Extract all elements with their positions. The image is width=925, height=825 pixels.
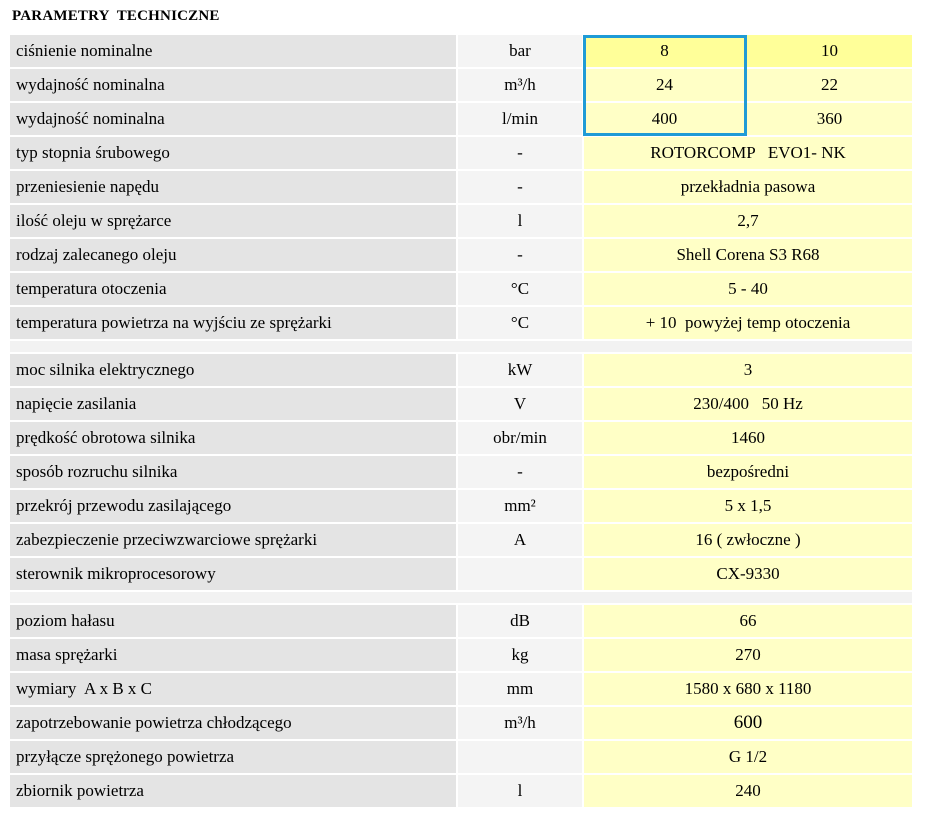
param-unit: - bbox=[458, 239, 584, 273]
param-name: typ stopnia śrubowego bbox=[10, 137, 458, 171]
param-name: wydajność nominalna bbox=[10, 69, 458, 103]
param-value[interactable]: 270 bbox=[584, 639, 914, 673]
param-name: sposób rozruchu silnika bbox=[10, 456, 458, 490]
param-name: zabezpieczenie przeciwzwarciowe sprężarki bbox=[10, 524, 458, 558]
param-value-1[interactable]: 24 bbox=[584, 69, 747, 103]
param-value[interactable]: 66 bbox=[584, 605, 914, 639]
param-value-1[interactable]: 400 bbox=[584, 103, 747, 137]
param-name: przeniesienie napędu bbox=[10, 171, 458, 205]
param-unit: l bbox=[458, 205, 584, 239]
table-row bbox=[10, 273, 914, 307]
param-unit: l bbox=[458, 775, 584, 809]
param-value[interactable]: bezpośredni bbox=[584, 456, 914, 490]
param-unit: mm bbox=[458, 673, 584, 707]
param-value[interactable]: 1460 bbox=[584, 422, 914, 456]
param-name: temperatura otoczenia bbox=[10, 273, 458, 307]
param-value[interactable]: 3 bbox=[584, 354, 914, 388]
table-row bbox=[10, 605, 914, 639]
table-row bbox=[10, 639, 914, 673]
table-row bbox=[10, 171, 914, 205]
param-unit bbox=[458, 741, 584, 775]
param-name: zbiornik powietrza bbox=[10, 775, 458, 809]
param-value[interactable]: 16 ( zwłoczne ) bbox=[584, 524, 914, 558]
param-value-2[interactable]: 360 bbox=[747, 103, 914, 137]
param-name: przyłącze sprężonego powietrza bbox=[10, 741, 458, 775]
param-value[interactable]: 600 bbox=[584, 707, 914, 741]
param-value[interactable]: 1580 x 680 x 1180 bbox=[584, 673, 914, 707]
param-unit: bar bbox=[458, 35, 584, 69]
param-unit: kW bbox=[458, 354, 584, 388]
param-name: sterownik mikroprocesorowy bbox=[10, 558, 458, 592]
param-unit: kg bbox=[458, 639, 584, 673]
param-name: temperatura powietrza na wyjściu ze sprężarki bbox=[10, 307, 458, 341]
table-row bbox=[10, 388, 914, 422]
param-name: zapotrzebowanie powietrza chłodzącego bbox=[10, 707, 458, 741]
table-row bbox=[10, 673, 914, 707]
section-divider bbox=[10, 592, 914, 605]
table-row bbox=[10, 558, 914, 592]
param-name: napięcie zasilania bbox=[10, 388, 458, 422]
param-value[interactable]: CX-9330 bbox=[584, 558, 914, 592]
param-value[interactable]: przekładnia pasowa bbox=[584, 171, 914, 205]
param-unit: m³/h bbox=[458, 69, 584, 103]
param-unit: - bbox=[458, 171, 584, 205]
tech-params-table bbox=[10, 35, 914, 809]
table-row bbox=[10, 741, 914, 775]
table-row bbox=[10, 35, 914, 69]
table-row bbox=[10, 707, 914, 741]
param-unit: - bbox=[458, 137, 584, 171]
param-value-1[interactable]: 8 bbox=[584, 35, 747, 69]
table-row bbox=[10, 775, 914, 809]
param-unit: V bbox=[458, 388, 584, 422]
param-value-2[interactable]: 10 bbox=[747, 35, 914, 69]
table-row bbox=[10, 69, 914, 103]
param-name: poziom hałasu bbox=[10, 605, 458, 639]
param-unit: obr/min bbox=[458, 422, 584, 456]
param-name: wydajność nominalna bbox=[10, 103, 458, 137]
section-divider bbox=[10, 341, 914, 354]
table-row bbox=[10, 422, 914, 456]
param-name: masa sprężarki bbox=[10, 639, 458, 673]
param-name: rodzaj zalecanego oleju bbox=[10, 239, 458, 273]
param-value[interactable]: 230/400 50 Hz bbox=[584, 388, 914, 422]
param-unit: l/min bbox=[458, 103, 584, 137]
table-row bbox=[10, 524, 914, 558]
param-value[interactable]: 5 - 40 bbox=[584, 273, 914, 307]
param-name: ilość oleju w sprężarce bbox=[10, 205, 458, 239]
table-row bbox=[10, 307, 914, 341]
param-unit: dB bbox=[458, 605, 584, 639]
param-unit: A bbox=[458, 524, 584, 558]
table-row bbox=[10, 137, 914, 171]
table-row bbox=[10, 205, 914, 239]
param-value[interactable]: + 10 powyżej temp otoczenia bbox=[584, 307, 914, 341]
param-name: ciśnienie nominalne bbox=[10, 35, 458, 69]
param-unit: °C bbox=[458, 307, 584, 341]
table-row bbox=[10, 103, 914, 137]
param-unit: m³/h bbox=[458, 707, 584, 741]
param-value[interactable]: Shell Corena S3 R68 bbox=[584, 239, 914, 273]
table-row bbox=[10, 354, 914, 388]
param-value[interactable]: 5 x 1,5 bbox=[584, 490, 914, 524]
param-name: wymiary A x B x C bbox=[10, 673, 458, 707]
param-value[interactable]: 240 bbox=[584, 775, 914, 809]
param-unit bbox=[458, 558, 584, 592]
table-row bbox=[10, 456, 914, 490]
param-unit: mm² bbox=[458, 490, 584, 524]
param-unit: - bbox=[458, 456, 584, 490]
table-row bbox=[10, 490, 914, 524]
param-value-2[interactable]: 22 bbox=[747, 69, 914, 103]
param-name: prędkość obrotowa silnika bbox=[10, 422, 458, 456]
param-unit: °C bbox=[458, 273, 584, 307]
table-row bbox=[10, 239, 914, 273]
section-title: PARAMETRY TECHNICZNE bbox=[12, 8, 220, 24]
param-name: moc silnika elektrycznego bbox=[10, 354, 458, 388]
param-name: przekrój przewodu zasilającego bbox=[10, 490, 458, 524]
param-value[interactable]: ROTORCOMP EVO1- NK bbox=[584, 137, 914, 171]
param-value[interactable]: G 1/2 bbox=[584, 741, 914, 775]
param-value[interactable]: 2,7 bbox=[584, 205, 914, 239]
